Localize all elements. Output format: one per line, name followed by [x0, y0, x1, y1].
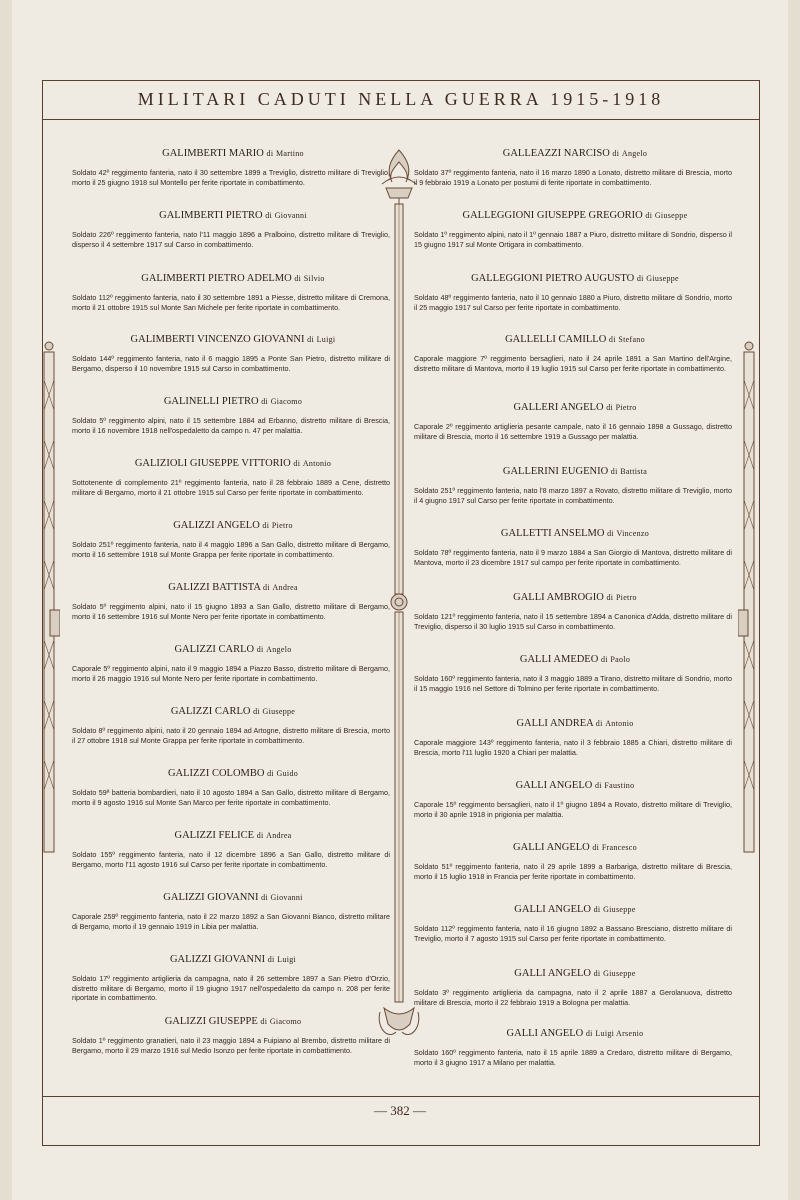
entry-name: GALIZZI CARLO di Angelo — [174, 644, 292, 655]
entry-text: Soldato 144º reggimento fanteria, nato il 6 maggio 1895 a Ponte San Pietro, distretto militare di Bergamo, disperso il 10 novembre 1915 sul Carso in combattimento. — [72, 354, 390, 373]
entry — [72, 706, 394, 745]
page-number: — 382 — — [374, 1103, 426, 1118]
entry-name: GALLI ANGELO di Giuseppe — [514, 968, 636, 979]
entry — [414, 528, 736, 567]
header-bar — [42, 80, 760, 120]
entry — [414, 466, 736, 505]
entry-text: Caporale 5º reggimento alpini, nato il 9 maggio 1894 a Piazzo Basso, distretto militare di Bergamo, morto il 26 maggio 1916 sul Monte Nero per ferite riportate in combattimento. — [72, 664, 390, 683]
entry-name: GALLELLI CAMILLO di Stefano — [505, 334, 645, 345]
entry — [414, 334, 736, 373]
entry-text: Caporale maggiore 7º reggimento bersaglieri, nato il 24 aprile 1891 a San Martino dell'Argine, distretto militare di Mantova, morto il 19 luglio 1915 sul Carso per ferite riportate in combattimento. — [414, 354, 732, 373]
entry-name: GALIMBERTI MARIO di Martino — [162, 148, 304, 159]
entry-name: GALIZZI GIOVANNI di Giovanni — [163, 892, 303, 903]
entry — [72, 830, 394, 869]
entry — [414, 904, 736, 943]
entry-text: Soldato 251º reggimento fanteria, nato il 4 maggio 1896 a San Gallo, distretto militare di Bergamo, morto il 16 settembre 1918 sul Monte Grappa per ferite riportate in combattimento. — [72, 540, 390, 559]
entry-text: Soldato 8º reggimento alpini, nato il 20 gennaio 1894 ad Artogne, distretto militare di Brescia, morto il 27 ottobre 1918 sul Monte Grappa per ferite riportate in combattimento. — [72, 726, 390, 745]
entry-name: GALLI ANGELO di Luigi Arsenio — [506, 1028, 644, 1039]
entry — [414, 148, 736, 187]
entry-name: GALLEGGIONI GIUSEPPE GREGORIO di Giuseppe — [462, 210, 688, 221]
entry-text: Soldato 160º reggimento fanteria, nato il 15 aprile 1889 a Credaro, distretto militare di Bergamo, morto il 3 giugno 1917 a Milano per malattia. — [414, 1048, 732, 1067]
entry-name: GALLERI ANGELO di Pietro — [513, 402, 637, 413]
entry — [414, 718, 736, 757]
entry-text: Soldato 112º reggimento fanteria, nato il 30 settembre 1891 a Piesse, distretto militare di Cremona, morto il 21 ottobre 1915 sul Monte San Michele per ferite riportate in combattimento. — [72, 293, 390, 312]
entry-name: GALIZZI GIOVANNI di Luigi — [169, 954, 297, 965]
entry-name: GALLEAZZI NARCISO di Angelo — [502, 148, 648, 159]
entry-text: Soldato 5º reggimento alpini, nato il 15 settembre 1884 ad Erbanno, distretto militare di Brescia, morto il 16 novembre 1918 nell'ospedaletto da campo n. 47 per malattia. — [72, 416, 390, 435]
entry-text: Soldato 51º reggimento fanteria, nato il 29 aprile 1899 a Barbariga, distretto militare di Brescia, morto il 15 luglio 1918 in Francia per ferite riportate in combattimento. — [414, 862, 732, 881]
entry-text: Soldato 160º reggimento fanteria, nato il 3 maggio 1889 a Tirano, distretto militare di Sondrio, morto il 15 maggio 1916 nel Settore di Tolmino per ferite riportate in combattimento. — [414, 674, 732, 693]
entry — [72, 954, 394, 1003]
entry-name: GALIZZI ANGELO di Pietro — [173, 520, 293, 531]
entry-text: Soldato 3º reggimento artiglieria da campagna, nato il 2 aprile 1887 a Gerolanuova, distretto militare di Brescia, morto il 22 febbraio 1919 a Bologna per malattia. — [414, 988, 732, 1007]
left-side-pole-ornament — [38, 340, 60, 860]
entry-name: GALIMBERTI PIETRO ADELMO di Silvio — [141, 273, 325, 284]
entry-text: Soldato 121º reggimento fanteria, nato il 15 settembre 1894 a Canonica d'Adda, distretto militare di Treviglio, disperso il 30 luglio 1915 sul Carso in combattimento. — [414, 612, 732, 631]
entry-name: GALIMBERTI VINCENZO GIOVANNI di Luigi — [130, 334, 336, 345]
entry — [72, 768, 394, 807]
entry-name: GALIZZI FELICE di Andrea — [174, 830, 292, 841]
entry-name: GALIZZI COLOMBO di Guido — [167, 768, 299, 779]
entry-text: Soldato 1º reggimento alpini, nato il 1º gennaio 1887 a Piuro, distretto militare di Sondrio, disperso il 15 giugno 1917 sul Monte Ortigara in combattimento. — [414, 230, 732, 249]
entry-name: GALINELLI PIETRO di Giacomo — [163, 396, 303, 407]
entry — [72, 892, 394, 931]
entry-name: GALLERINI EUGENIO di Battista — [502, 466, 648, 477]
entry-name: GALIZZI GIUSEPPE di Giacomo — [164, 1016, 302, 1027]
entry-name: GALLI ANGELO di Faustino — [515, 780, 635, 791]
entry — [72, 210, 394, 249]
entry-name: GALLEGGIONI PIETRO AUGUSTO di Giuseppe — [471, 273, 679, 284]
entry — [72, 273, 394, 312]
entry-name: GALIZZI BATTISTA di Andrea — [168, 582, 298, 593]
entry-text: Soldato 42º reggimento fanteria, nato il 30 settembre 1899 a Treviglio, distretto militare di Treviglio, morto il 25 giugno 1918 sul Montello per ferite riportate in combattimento. — [72, 168, 390, 187]
entry-text: Soldato 155º reggimento fanteria, nato il 12 dicembre 1896 a San Gallo, distretto militare di Bergamo, morto l'11 agosto 1916 sul Carso per ferite riportate in combattimento. — [72, 850, 390, 869]
entry — [72, 520, 394, 559]
entry — [72, 396, 394, 435]
entry-text: Soldato 251º reggimento fanteria, nato l'8 marzo 1897 a Rovato, distretto militare di Treviglio, morto il 4 giugno 1917 sul Carso per ferite riportate in combattimento. — [414, 486, 732, 505]
entry-text: Soldato 59ª batteria bombardieri, nato il 10 agosto 1894 a San Gallo, distretto militare di Bergamo, morto il 9 agosto 1916 sul Monte San Marco per ferite riportate in combattimento. — [72, 788, 390, 807]
page-title: MILITARI CADUTI NELLA GUERRA 1915-1918 — [137, 89, 665, 109]
entry-name: GALIMBERTI PIETRO di Giovanni — [159, 210, 307, 221]
entry-text: Soldato 112º reggimento fanteria, nato il 16 giugno 1892 a Bassano Bresciano, distretto militare di Treviglio, morto il 7 agosto 1915 sul Carso per ferite riportate in combattimento. — [414, 924, 732, 943]
entry-name: GALLETTI ANSELMO di Vincenzo — [500, 528, 650, 539]
entry-text: Soldato 78º reggimento fanteria, nato il 9 marzo 1884 a San Giorgio di Mantova, distretto militare di Mantova, morto il 23 dicembre 1917 sul campo per ferite riportate in combattimento. — [414, 548, 732, 567]
entry-name: GALIZIOLI GIUSEPPE VITTORIO di Antonio — [134, 458, 332, 469]
entry — [72, 334, 394, 373]
entry-text: Soldato 5º reggimento alpini, nato il 15 giugno 1893 a San Gallo, distretto militare di Bergamo, morto il 16 settembre 1916 sul Monte Nero per ferite riportate in combattimento. — [72, 602, 390, 621]
entry-text: Soldato 37º reggimento fanteria, nato il 16 marzo 1890 a Lonato, distretto militare di Brescia, morto il 9 febbraio 1919 a Lonato per postumi di ferite riportate in combattimento. — [414, 168, 732, 187]
entry-text: Caporale 259º reggimento fanteria, nato il 22 marzo 1892 a San Giovanni Bianco, distretto militare di Bergamo, morto il 19 gennaio 1919 in Libia per malattia. — [72, 912, 390, 931]
entry — [414, 1028, 736, 1067]
entry-name: GALIZZI CARLO di Giuseppe — [170, 706, 296, 717]
entry-text: Caporale maggiore 143º reggimento fanteria, nato il 3 febbraio 1885 a Chiari, distretto militare di Brescia, morto l'11 luglio 1920 a Chiari per malattia. — [414, 738, 732, 757]
entry — [72, 582, 394, 621]
entry-name: GALLI ANGELO di Francesco — [513, 842, 637, 853]
entry — [414, 968, 736, 1007]
entry — [414, 654, 736, 693]
entry-name: GALLI AMEDEO di Paolo — [519, 654, 631, 665]
right-side-pole-ornament — [738, 340, 760, 860]
entry — [414, 210, 736, 249]
entry — [414, 842, 736, 881]
entry-text: Sottotenente di complemento 21º reggimento fanteria, nato il 28 febbraio 1889 a Cene, distretto militare di Bergamo, morto il 21 ottobre 1915 sul Carso per ferite riportate in combattimento. — [72, 478, 390, 497]
entry-name: GALLI AMBROGIO di Pietro — [513, 592, 637, 603]
entry — [414, 402, 736, 441]
entry-name: GALLI ANGELO di Giuseppe — [514, 904, 636, 915]
entry-text: Soldato 1º reggimento granatieri, nato il 23 maggio 1894 a Fuipiano al Brembo, distretto militare di Bergamo, morto il 29 marzo 1916 sul Medio Isonzo per ferite riportate in combattimento. — [72, 1036, 390, 1055]
entry — [414, 780, 736, 819]
entry-name: GALLI ANDREA di Antonio — [516, 718, 634, 729]
entry — [72, 148, 394, 187]
entry-text: Caporale 2º reggimento artiglieria pesante campale, nato il 16 gennaio 1898 a Gussago, distretto militare di Brescia, morto il 16 settembre 1919 a Gussago per malattia. — [414, 422, 732, 441]
entry-text: Soldato 17º reggimento artiglieria da campagna, nato il 26 settembre 1897 a San Pietro d'Orzio, distretto militare di Bergamo, morto il 19 giugno 1917 nell'ospedaletto da campo n. 208 per ferite riportate in combattimento. — [72, 974, 390, 1003]
entry-text: Soldato 226º reggimento fanteria, nato l'11 maggio 1896 a Pralboino, distretto militare di Treviglio, disperso il 4 settembre 1917 sul Carso in combattimento. — [72, 230, 390, 249]
entry — [72, 1016, 394, 1055]
entry — [72, 644, 394, 683]
entry — [414, 273, 736, 312]
entry-text: Caporale 15º reggimento bersaglieri, nato il 1º giugno 1894 a Rovato, distretto militare di Treviglio, morto il 30 aprile 1918 in prigionia per malattia. — [414, 800, 732, 819]
entry — [72, 458, 394, 497]
entry-text: Soldato 48º reggimento fanteria, nato il 10 gennaio 1880 a Piuro, distretto militare di Sondrio, morto il 25 maggio 1917 sul Carso per ferite riportate in combattimento. — [414, 293, 732, 312]
entry — [414, 592, 736, 631]
